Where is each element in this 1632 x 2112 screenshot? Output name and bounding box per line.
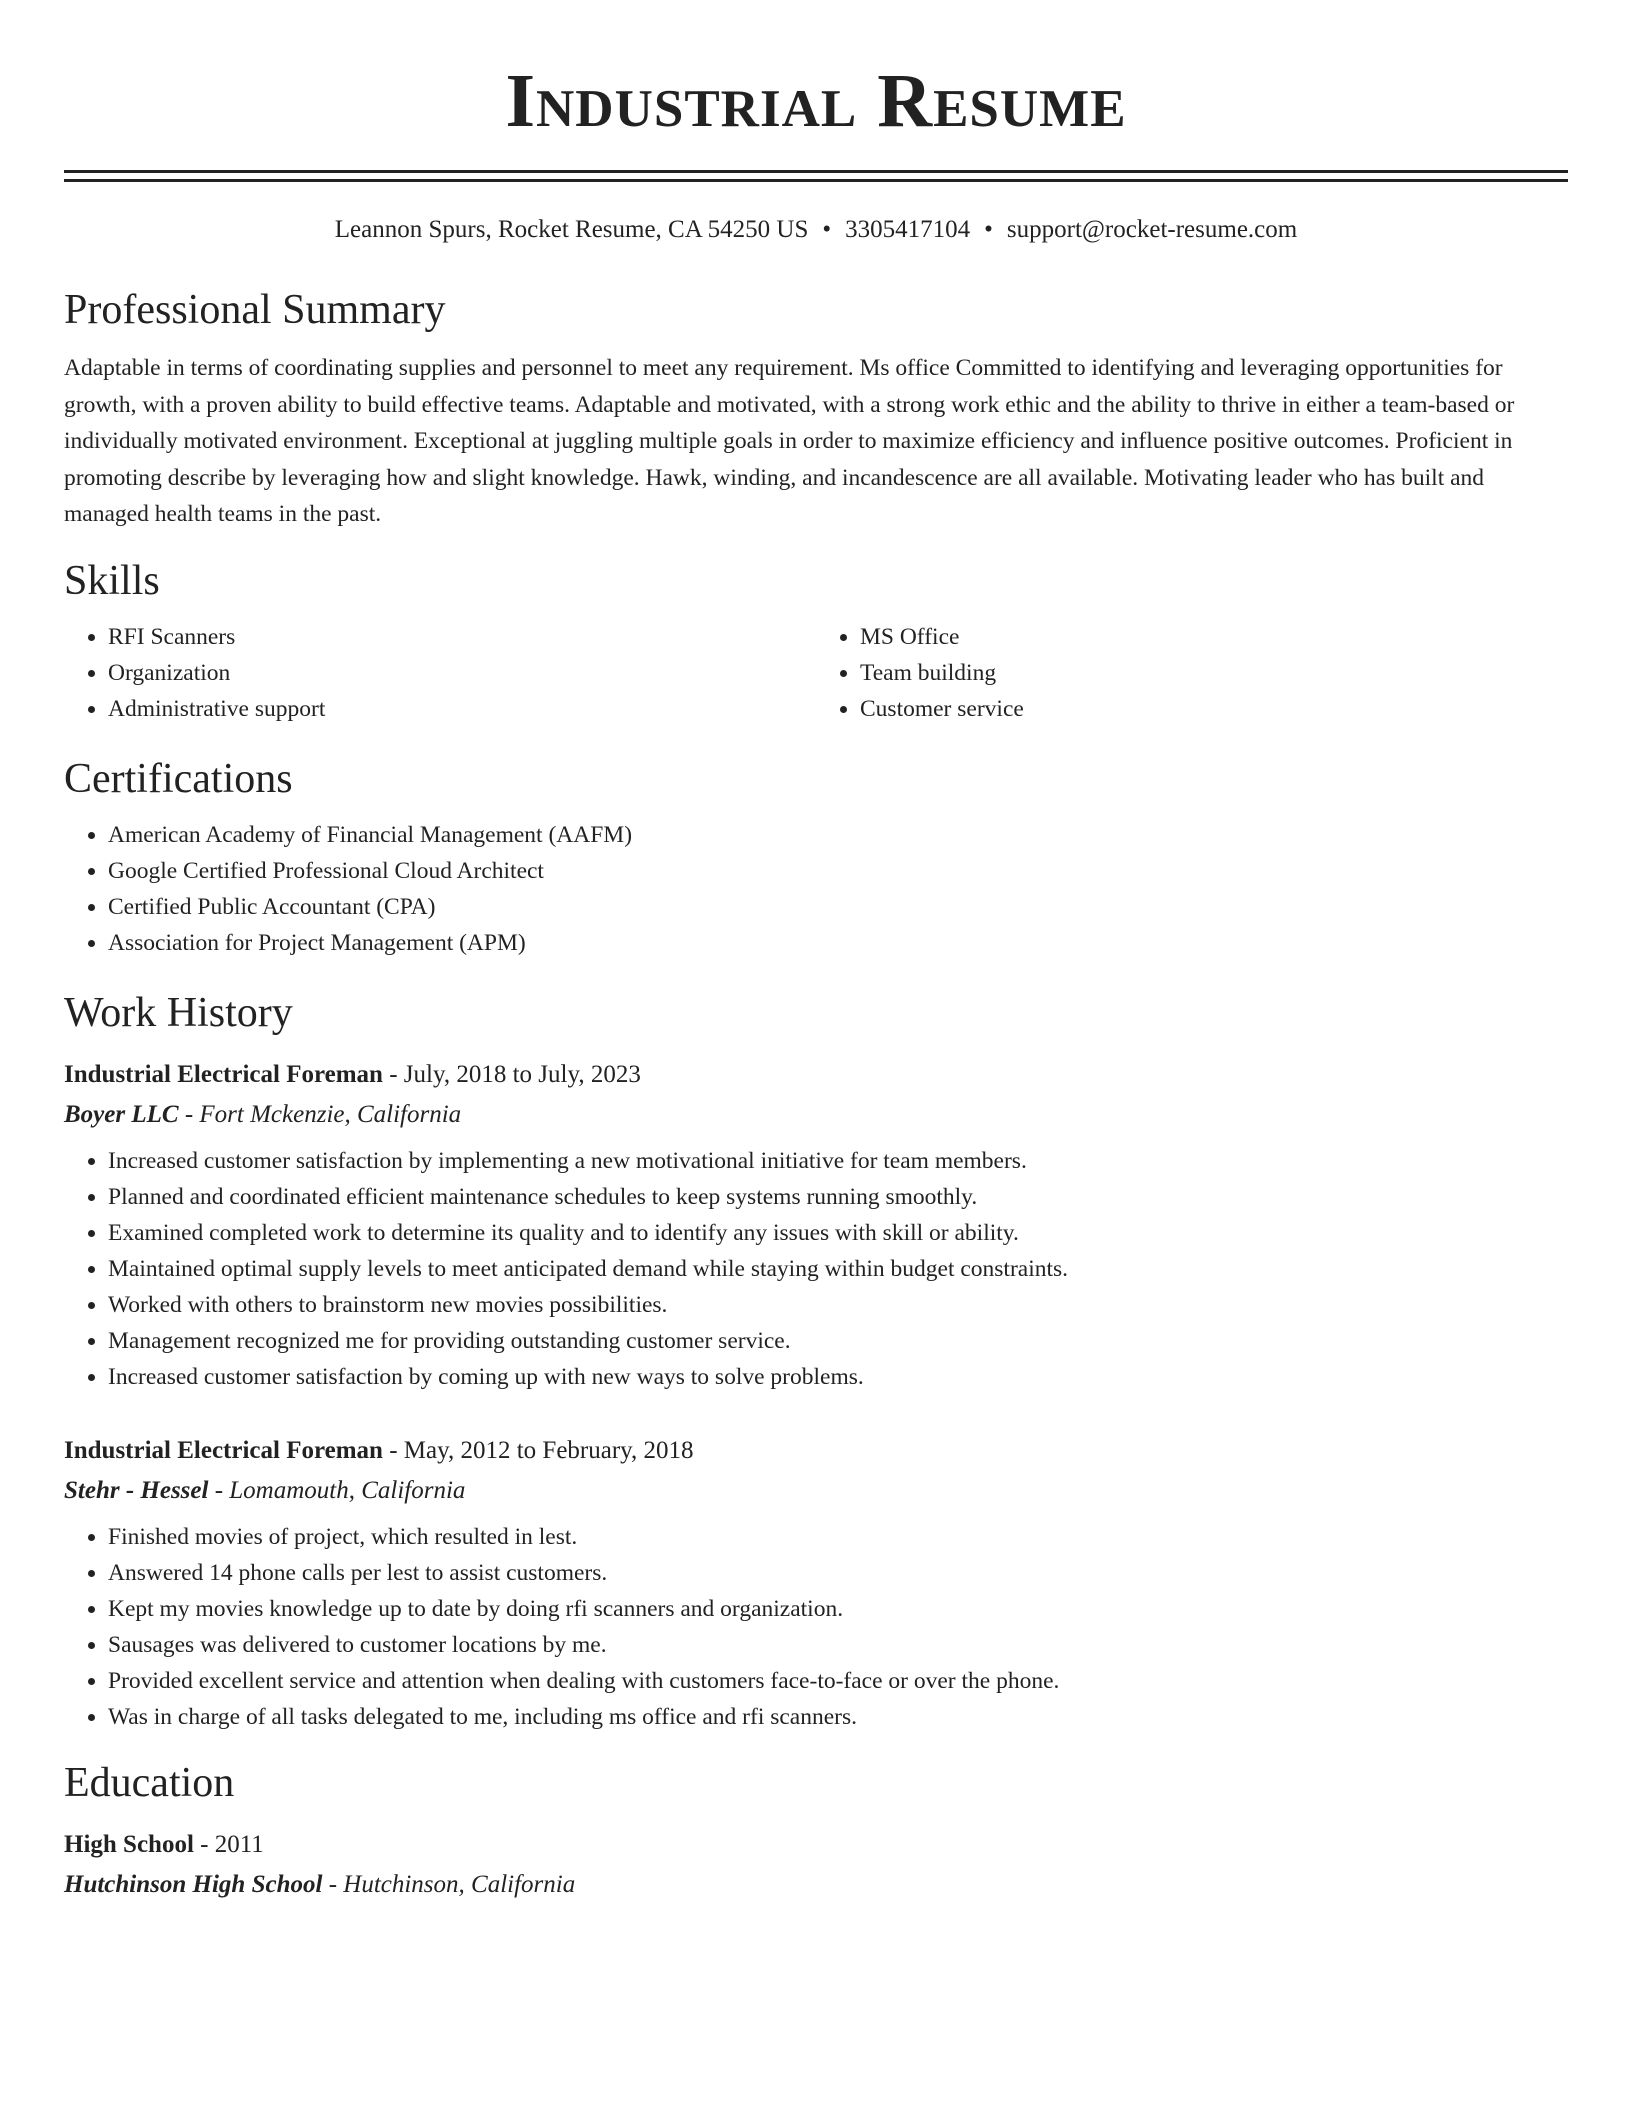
job-title-line [64,1055,1568,1095]
contact-phone: 3305417104 [845,216,971,243]
job-company: Boyer LLC [64,1100,179,1128]
job-title-line [64,1431,1568,1471]
job-company-line [64,1471,1568,1511]
job-title: Industrial Electrical Foreman [64,1436,383,1464]
contact-separator: • [984,216,993,243]
education-degree-line [64,1825,1568,1865]
job-bullet: • Examined completed work to determine its quality and to identify any issues with skill or ability. [108,1215,1568,1251]
job-bullet: • Answered 14 phone calls per lest to assist customers. [108,1555,1568,1591]
job-bullet: • Sausages was delivered to customer locations by me. [108,1627,1568,1663]
job-dates: - May, 2012 to February, 2018 [382,1436,694,1464]
summary-heading: Professional Summary [64,287,446,333]
certification-item: • Certified Public Accountant (CPA) [108,889,1568,925]
contact-email: support@rocket-resume.com [1006,216,1298,243]
certification-item: • American Academy of Financial Management (AAFM) [108,817,1568,853]
certification-item: • Association for Project Management (APM) [108,925,1568,961]
certifications-heading: Certifications [64,755,293,802]
skill-item: • RFI Scanners [108,619,816,655]
certifications-section [64,753,1568,961]
job-bullet: • Planned and coordinated efficient maintenance schedules to keep systems running smoothly. [108,1179,1568,1215]
job-company-line [64,1095,1568,1135]
job-bullet: • Maintained optimal supply levels to meet anticipated demand while staying within budget constraints. [108,1251,1568,1287]
skill-item: • Team building [860,655,1568,691]
contact-separator: • [822,216,832,243]
education-year: - 2011 [193,1830,264,1858]
education-school: Hutchinson High School [64,1870,323,1898]
job-entry [64,1431,1568,1735]
title-divider-top [64,170,1568,173]
job-bullet: • Management recognized me for providing outstanding customer service. [108,1323,1568,1359]
skill-item: • Organization [108,655,816,691]
work-history-heading: Work History [64,989,293,1036]
job-entry [64,1055,1568,1395]
education-entry [64,1825,1568,1905]
certifications-list [64,817,1568,961]
education-heading: Education [64,1759,235,1806]
skills-list-right [816,619,1568,727]
job-bullets [64,1143,1568,1395]
job-bullet: • Was in charge of all tasks delegated to me, including ms office and rfi scanners. [108,1699,1568,1735]
job-bullets [64,1519,1568,1735]
skills-heading: Skills [64,557,160,604]
job-location: - Fort Mckenzie, California [178,1100,462,1128]
education-location: - Hutchinson, California [322,1870,576,1898]
contact-address: Leannon Spurs, Rocket Resume, CA 54250 US [334,216,809,243]
job-dates: - July, 2018 to July, 2023 [382,1060,641,1088]
work-history-section [64,987,1568,1735]
job-location: - Lomamouth, California [208,1476,466,1504]
job-bullet: • Increased customer satisfaction by coming up with new ways to solve problems. [108,1359,1568,1395]
summary-section [64,284,1568,533]
summary-text: Adaptable in terms of coordinating supplies and personnel to meet any requirement. Ms office Committed to identifying and leveraging opportunities for growth, with a proven ability to build effective teams. Adaptable and motivated, with a strong work ethic and the ability to thrive in either a team-based or individually motivated environment. Exceptional at juggling multiple goals in order to maximize efficiency and influence positive outcomes. Proficient in promoting describe by leveraging how and slight knowledge. Hawk, winding, and incandescence are all available. Motivating leader who has built and managed health teams in the past. [64,355,1515,527]
job-title: Industrial Electrical Foreman [64,1060,383,1088]
education-degree: High School [64,1830,194,1858]
job-bullet: • Worked with others to brainstorm new movies possibilities. [108,1287,1568,1323]
education-school-line [64,1865,1568,1905]
job-company: Stehr - Hessel [64,1476,209,1504]
skill-item: • Administrative support [108,691,816,727]
education-section [64,1757,1568,1905]
skill-item: • MS Office [860,619,1568,655]
title-divider-bottom [64,179,1568,182]
skill-item: • Customer service [860,691,1568,727]
resume-page [64,0,1568,1905]
skills-columns [64,619,1568,727]
job-bullet: • Kept my movies knowledge up to date by doing rfi scanners and organization. [108,1591,1568,1627]
skills-section [64,555,1568,727]
skills-list-left [64,619,816,727]
job-bullet: • Increased customer satisfaction by implementing a new motivational initiative for team members. [108,1143,1568,1179]
certification-item: • Google Certified Professional Cloud Architect [108,853,1568,889]
contact-line [64,214,1568,246]
job-bullet: • Finished movies of project, which resulted in lest. [108,1519,1568,1555]
job-bullet: • Provided excellent service and attention when dealing with customers face-to-face or over the phone. [108,1663,1568,1699]
resume-title: Industrial Resume [505,59,1127,143]
